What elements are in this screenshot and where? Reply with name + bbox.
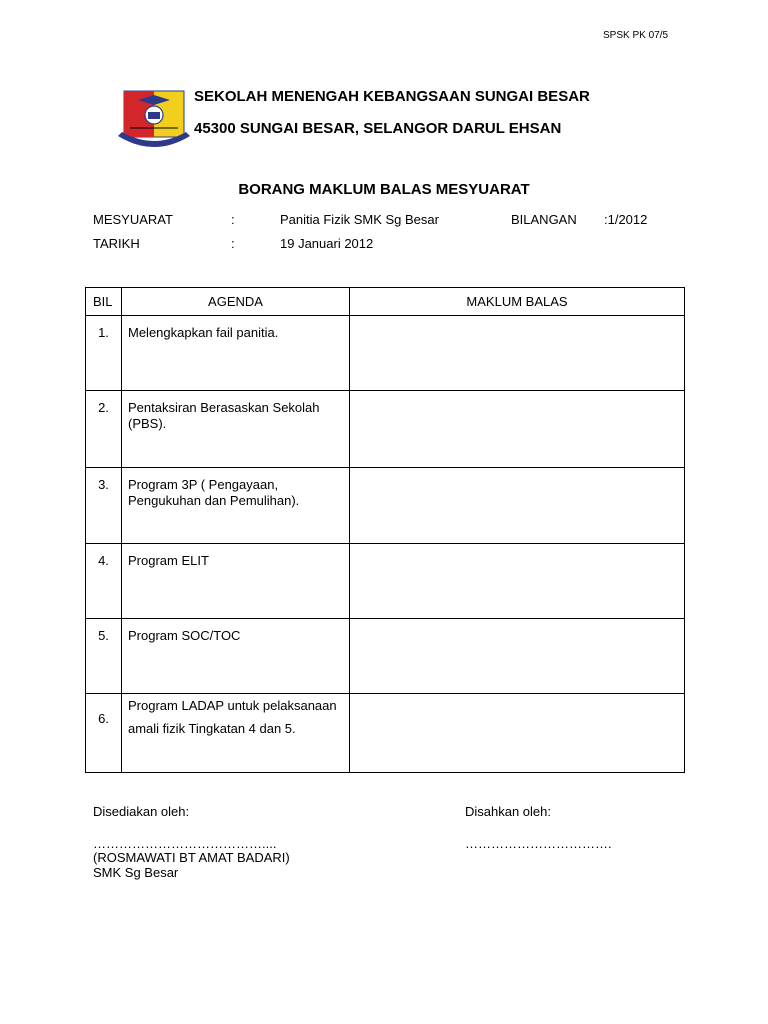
row-feedback-field[interactable] xyxy=(350,468,685,544)
row-number: 5. xyxy=(86,619,122,694)
mesyuarat-label: MESYUARAT xyxy=(93,212,173,227)
row-feedback-field[interactable] xyxy=(350,619,685,694)
table-header-row xyxy=(86,288,685,316)
header-agenda: AGENDA xyxy=(122,288,350,316)
row-agenda: Program ELIT xyxy=(122,544,350,619)
row-number: 6. xyxy=(86,694,122,773)
prepared-by-label: Disediakan oleh: xyxy=(93,804,190,819)
table-row xyxy=(86,544,685,619)
form-title: BORANG MAKLUM BALAS MESYUARAT xyxy=(238,181,530,198)
approved-signature-line: ……………………………. xyxy=(465,836,612,851)
row-agenda: Melengkapkan fail panitia. xyxy=(122,316,350,391)
row-number: 1. xyxy=(86,316,122,391)
bilangan-value: :1/2012 xyxy=(604,212,648,227)
row-agenda: Pentaksiran Berasaskan Sekolah (PBS). xyxy=(122,391,350,468)
form-code: SPSK PK 07/5 xyxy=(603,30,669,41)
row-agenda: Program LADAP untuk pelaksanaan amali fizik Tingkatan 4 dan 5. xyxy=(122,694,350,773)
table-row xyxy=(86,468,685,544)
tarikh-colon: : xyxy=(231,236,235,251)
bilangan-label: BILANGAN xyxy=(511,212,577,227)
table-row xyxy=(86,316,685,391)
tarikh-value: 19 Januari 2012 xyxy=(280,236,374,251)
table-row xyxy=(86,391,685,468)
prepared-signature-line: ………………………………….... xyxy=(93,836,277,851)
school-name: SEKOLAH MENENGAH KEBANGSAAN SUNGAI BESAR xyxy=(194,88,590,105)
table-row xyxy=(86,694,685,773)
mesyuarat-colon: : xyxy=(231,212,235,227)
header-bil: BIL xyxy=(86,288,122,316)
agenda-table xyxy=(85,287,685,773)
row-number: 3. xyxy=(86,468,122,544)
approved-by-label: Disahkan oleh: xyxy=(465,804,551,819)
school-address: 45300 SUNGAI BESAR, SELANGOR DARUL EHSAN xyxy=(194,120,562,137)
school-crest-logo xyxy=(116,88,192,160)
row-agenda: Program SOC/TOC xyxy=(122,619,350,694)
row-number: 4. xyxy=(86,544,122,619)
row-agenda: Program 3P ( Pengayaan, Pengukuhan dan Pemulihan). xyxy=(122,468,350,544)
tarikh-label: TARIKH xyxy=(93,236,140,251)
mesyuarat-value: Panitia Fizik SMK Sg Besar xyxy=(280,212,439,227)
prepared-by-org: SMK Sg Besar xyxy=(93,865,179,880)
row-feedback-field[interactable] xyxy=(350,544,685,619)
row-feedback-field[interactable] xyxy=(350,391,685,468)
row-feedback-field[interactable] xyxy=(350,694,685,773)
header-maklum-balas: MAKLUM BALAS xyxy=(350,288,685,316)
row-number: 2. xyxy=(86,391,122,468)
prepared-by-name: (ROSMAWATI BT AMAT BADARI) xyxy=(93,850,290,865)
table-row xyxy=(86,619,685,694)
row-feedback-field[interactable] xyxy=(350,316,685,391)
